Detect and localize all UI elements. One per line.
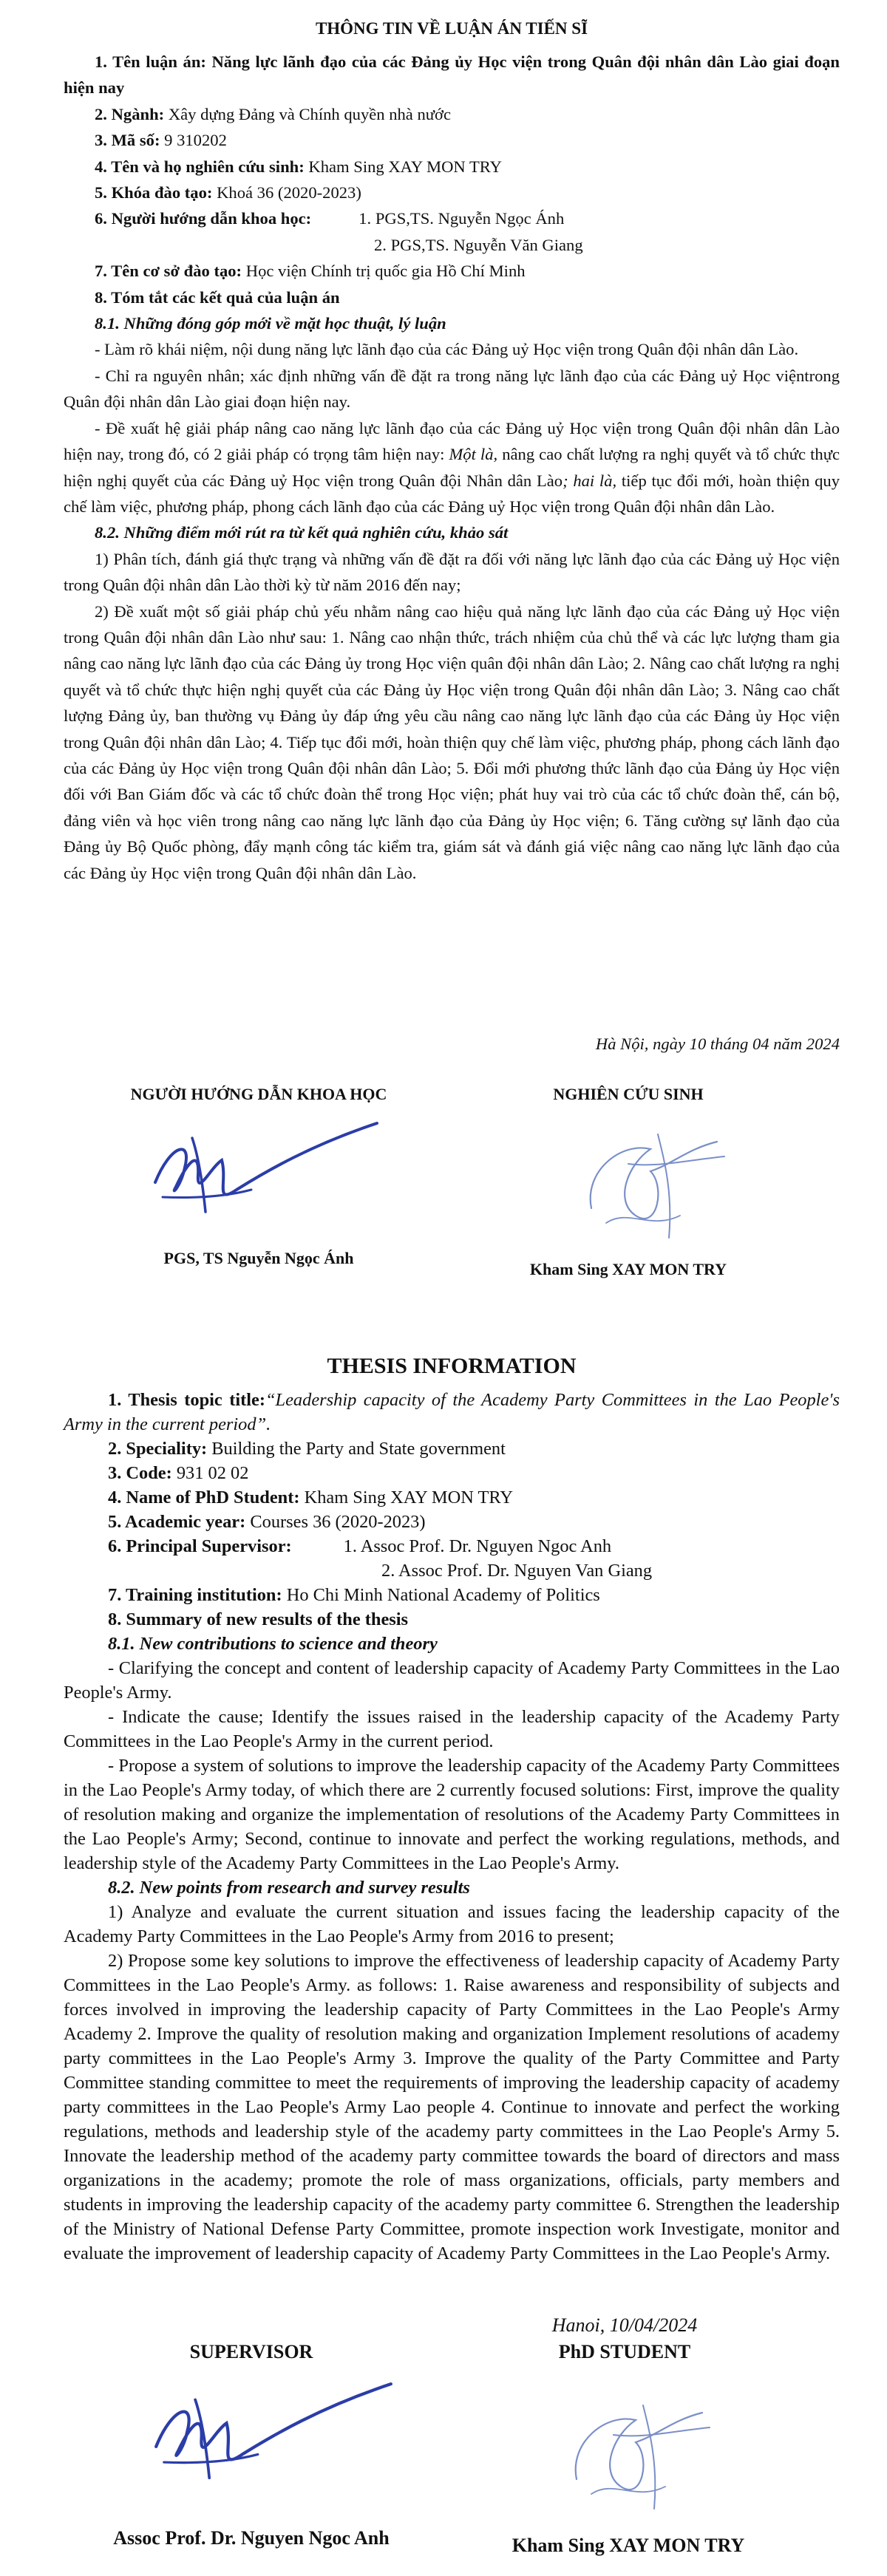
vi-date: Hà Nội, ngày 10 tháng 04 năm 2024 — [595, 1035, 840, 1053]
vi-signature-right-title: NGHIÊN CỨU SINH — [553, 1085, 704, 1103]
vi-item-2-value: Xây dựng Đảng và Chính quyền nhà nước — [168, 104, 452, 123]
vi-item-1-label: 1. Tên luận án: — [95, 52, 206, 71]
vi-body — [64, 49, 840, 886]
en-item-8-label: 8. Summary of new results of the thesis — [108, 1609, 409, 1629]
en-item-3 — [64, 1461, 840, 1485]
vi-section-8-2-heading: 8.2. Những điểm mới rút ra từ kết quả nghiên cứu, khảo sát — [95, 523, 509, 542]
en-section-8-2-heading: 8.2. New points from research and survey results — [108, 1878, 470, 1898]
vi-item-6-supervisor-2: 2. PGS,TS. Nguyễn Văn Giang — [374, 235, 583, 254]
vi-item-7-label: 7. Tên cơ sở đào tạo: — [95, 262, 242, 281]
vi-item-1 — [64, 49, 840, 101]
vi-item-4 — [64, 154, 840, 180]
vi-item-3-label: 3. Mã số: — [95, 131, 160, 150]
en-signature-right-name: Kham Sing XAY MON TRY — [512, 2535, 745, 2556]
vi-item-8 — [64, 284, 840, 310]
en-item-6-label: 6. Principal Supervisor: — [108, 1536, 292, 1556]
en-paragraph-8-1-2: - Indicate the cause; Identify the issues raised in the leadership capacity of the Academy Party Committees in the Lao People's Army in the current period. — [64, 1707, 840, 1751]
en-date: Hanoi, 10/04/2024 — [551, 2314, 698, 2336]
en-paragraph-8-2-2: 2) Propose some key solutions to improve the effectiveness of leadership capacity of Academy Party Committees in the Lao People's Army. as follows: 1. Raise awareness and responsibility of subjects and forces involved in improving the leadership capacity of Party Committees in the Lao People's Army Academy 2. Improve the quality of resolution making and organization Implement resolutions of academy party committees in the Lao People's Army 3. Improve the quality of the Party Committee and Party Committee standing committee to meet the requirements of improving the leadership capacity of academy party committees in the Lao People's Army Lao people 4. Continue to innovate and perfect the working regulations, methods and leadership style of the academy party committees in the Lao People's Army 5. Innovate the leadership method of the academy party committee towards the board of directors and mass organizations in the academy; promote the role of mass organizations, officials, party members and students in improving the leadership capacity of the academy party committee 6. Strengthen the leadership of the Ministry of National Defense Party Committee, promote inspection work Investigate, monitor and evaluate the improvement of leadership capacity of Academy Party Committees in the Lao People's Army. — [64, 1951, 840, 2263]
vi-student-signature-icon — [562, 1120, 754, 1245]
en-signature-left-name: Assoc Prof. Dr. Nguyen Ngoc Anh — [113, 2527, 390, 2549]
en-paragraph-8-1-1: - Clarifying the concept and content of leadership capacity of Academy Party Committees in the Lao People's Army. — [64, 1658, 840, 1703]
en-item-3-value: 931 02 02 — [176, 1463, 249, 1483]
vi-item-5-value: Khoá 36 (2020-2023) — [217, 183, 361, 202]
vi-item-6-label: 6. Người hướng dẫn khoa học: — [95, 209, 312, 228]
en-item-3-label: 3. Code: — [108, 1463, 172, 1483]
en-item-6 — [64, 1534, 840, 1558]
en-item-4-value: Kham Sing XAY MON TRY — [304, 1488, 513, 1507]
en-item-6-supervisor-2: 2. Assoc Prof. Dr. Nguyen Van Giang — [381, 1561, 653, 1581]
en-item-1-label: 1. Thesis topic title: — [108, 1390, 265, 1410]
vi-item-2 — [64, 101, 840, 127]
vi-paragraph-8-1-1: - Làm rõ khái niệm, nội dung năng lực lãnh đạo của các Đảng uỷ Học viện trong Quân đội nhân dân Lào. — [95, 340, 799, 359]
vi-signature-left-name: PGS, TS Nguyễn Ngọc Ánh — [163, 1249, 354, 1267]
en-item-5-value: Courses 36 (2020-2023) — [250, 1512, 426, 1532]
en-item-7 — [64, 1583, 840, 1607]
en-item-2-label: 2. Speciality: — [108, 1439, 208, 1459]
en-paragraph-8-1-3: - Propose a system of solutions to improve the leadership capacity of the Academy Party Committees in the Lao People's Army today, of which there are 2 currently focused solutions: First, improve the quality of resolution making and organize the implementation of resolutions of the Academy Party Committees in the Lao People's Army; Second, continue to innovate and perfect the working regulations, methods, and leadership style of the Academy Party Committees in the Lao People's Army. — [64, 1756, 840, 1873]
en-title: THESIS INFORMATION — [327, 1354, 577, 1378]
en-signature-right-title: PhD STUDENT — [558, 2341, 691, 2362]
vi-item-5 — [64, 180, 840, 205]
en-supervisor-signature-icon — [140, 2376, 407, 2494]
vi-item-7-value: Học viện Chính trị quốc gia Hồ Chí Minh — [245, 262, 526, 281]
en-item-5-label: 5. Academic year: — [108, 1512, 246, 1532]
vi-title: THÔNG TIN VỀ LUẬN ÁN TIẾN SĨ — [315, 19, 588, 38]
en-item-2 — [64, 1437, 840, 1461]
en-item-1 — [64, 1388, 840, 1437]
en-item-4 — [64, 1485, 840, 1510]
en-student-signature-icon — [547, 2387, 739, 2520]
vi-paragraph-8-2-1: 1) Phân tích, đánh giá thực trạng và những vấn đề đặt ra đối với năng lực lãnh đạo của các Đảng uỷ Học viện trong Quân đội nhân dân Lào thời kỳ từ năm 2016 đến nay; — [64, 549, 840, 595]
en-item-4-label: 4. Name of PhD Student: — [108, 1488, 300, 1507]
vi-paragraph-8-1-3: - Đề xuất hệ giải pháp nâng cao năng lực lãnh đạo của các Đảng uỷ Học viện trong Quân đội nhân dân Lào hiện nay, trong đó, có 2 giải pháp có trọng tâm hiện nay: Một là, nâng cao chất lượng ra nghị quyết và tổ chức thực hiện nghị quyết của các Đảng uỷ Học viện trong Quân đội Nhân dân Lào; hai là, tiếp tục đổi mới, hoàn thiện quy chế làm việc, phương pháp, phong cách lãnh đạo của các Đảng uỷ Học viện trong Quân đội nhân dân Lào. — [64, 418, 840, 516]
vi-item-7 — [64, 258, 840, 284]
vi-item-4-label: 4. Tên và họ nghiên cứu sinh: — [95, 157, 305, 176]
vi-signature-right-name: Kham Sing XAY MON TRY — [529, 1260, 727, 1278]
vi-item-6-line-2 — [64, 232, 840, 258]
vi-signature-left-title: NGƯỜI HƯỚNG DẪN KHOA HỌC — [130, 1085, 387, 1103]
vi-section-8-1-heading: 8.1. Những đóng góp mới về mặt học thuật, lý luận — [95, 314, 446, 333]
vi-item-6-supervisor-1: 1. PGS,TS. Nguyễn Ngọc Ánh — [358, 209, 565, 228]
vi-item-4-value: Kham Sing XAY MON TRY — [308, 157, 502, 176]
vi-item-2-label: 2. Ngành: — [95, 104, 165, 123]
vi-item-3-value: 9 310202 — [164, 131, 227, 150]
en-item-6-line-2 — [64, 1558, 840, 1583]
en-item-8 — [64, 1607, 840, 1632]
vi-item-5-label: 5. Khóa đào tạo: — [95, 183, 213, 202]
en-signature-left-title: SUPERVISOR — [189, 2341, 313, 2362]
vi-item-6 — [64, 205, 840, 231]
en-item-5 — [64, 1510, 840, 1534]
vi-item-8-label: 8. Tóm tắt các kết quả của luận án — [95, 287, 340, 307]
vi-item-1-value: Năng lực lãnh đạo của các Đảng ủy Học viện trong Quân đội nhân dân Lào giai đoạn hiện nay — [64, 52, 840, 98]
vi-item-3 — [64, 127, 840, 153]
vi-paragraph-8-2-2: 2) Đề xuất một số giải pháp chủ yếu nhằm nâng cao hiệu quả năng lực lãnh đạo của các Đảng uỷ Học viện trong Quân đội nhân dân Lào như sau: 1. Nâng cao nhận thức, trách nhiệm của chủ thể và các lực lượng tham gia nâng cao năng lực lãnh đạo của các Đảng ủy trong Học viện quân đội nhân dân Lào; 2. Nâng cao chất lượng ra nghị quyết và tổ chức thực hiện nghị quyết của các Đảng ủy Học viện trong Quân đội nhân dân Lào; 3. Nâng cao chất lượng Đảng ủy, ban thường vụ Đảng ủy đáp ứng yêu cầu nâng cao năng lực lãnh đạo của các Đảng ủy Học viện trong Quân đội nhân dân Lào; 4. Tiếp tục đổi mới, hoàn thiện quy chế làm việc, phương pháp, phong cách lãnh đạo của các Đảng ủy Học viện trong Quân đội nhân dân Lào; 5. Đổi mới phương thức lãnh đạo của Đảng ủy Học viện đối với Ban Giám đốc và các tổ chức đoàn thể trong Học viện; phát huy vai trò của các tổ chức đoàn thể, cán bộ, đảng viên và học viên trong nâng cao năng lực lãnh đạo của Đảng ủy Học viện; 6. Tăng cường sự lãnh đạo của Đảng ủy Bộ Quốc phòng, đẩy mạnh công tác kiểm tra, giám sát và đánh giá việc nâng cao năng lực lãnh đạo của các Đảng ủy Học viện trong Quân đội nhân dân Lào. — [64, 602, 840, 882]
en-body — [64, 1388, 840, 2266]
en-item-6-supervisor-1: 1. Assoc Prof. Dr. Nguyen Ngoc Anh — [343, 1536, 612, 1556]
vi-supervisor-signature-icon — [140, 1116, 392, 1227]
en-item-7-value: Ho Chi Minh National Academy of Politics — [286, 1585, 600, 1605]
vi-paragraph-8-1-2: - Chỉ ra nguyên nhân; xác định những vấn đề đặt ra trong năng lực lãnh đạo của các Đảng uỷ Học việntrong Quân đội nhân dân Lào giai đoạn hiện nay. — [64, 366, 840, 412]
en-item-2-value: Building the Party and State government — [211, 1439, 506, 1459]
en-item-1-value: “Leadership capacity of the Academy Party Committees in the Lao People's Army in the current period”. — [64, 1390, 840, 1434]
en-paragraph-8-2-1: 1) Analyze and evaluate the current situation and issues facing the leadership capacity of the Academy Party Committees in the Lao People's Army from 2016 to present; — [64, 1902, 840, 1946]
en-section-8-1-heading: 8.1. New contributions to science and theory — [108, 1634, 438, 1654]
en-item-7-label: 7. Training institution: — [108, 1585, 282, 1605]
